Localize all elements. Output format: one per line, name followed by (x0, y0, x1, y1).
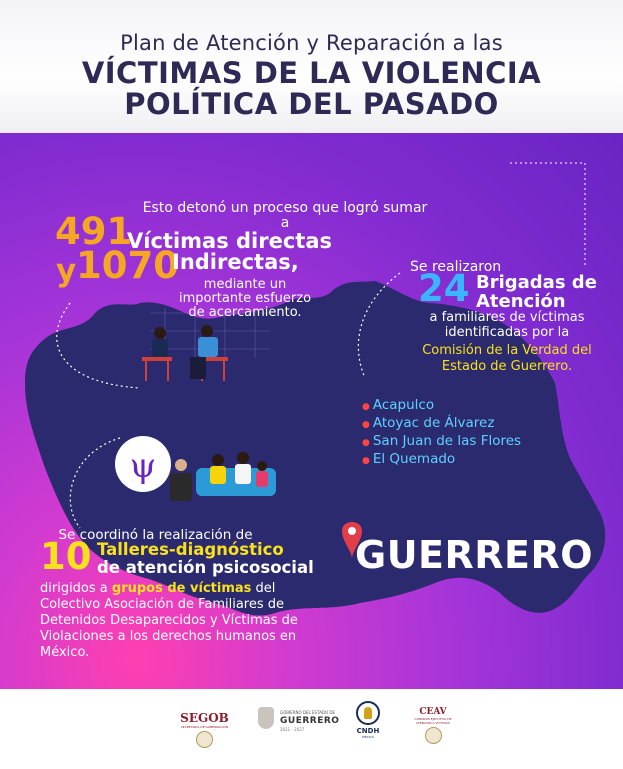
pin-icon: ● (362, 438, 370, 448)
place-item: ● Atoyac de Álvarez (362, 415, 495, 431)
place-item: ● El Quemado (362, 451, 456, 467)
block2-label: Brigadas de Atención (476, 272, 597, 312)
seal-icon (425, 727, 442, 744)
header-subtitle: Plan de Atención y Reparación a las (120, 31, 503, 55)
block3-highlight: grupos de víctimas (111, 581, 252, 596)
block1-indirect-label: Indirectas, (172, 250, 299, 274)
block3-intro: Se coordinó la realización de (58, 527, 253, 543)
block2-highlight: Comisión de la Verdad del Estado de Guerrero. (422, 343, 592, 374)
svg-text:ψ: ψ (129, 446, 157, 486)
pin-icon: ● (362, 402, 370, 412)
header-title-line2: POLÍTICA DEL PASADO (124, 87, 499, 121)
footer-logos: SEGOB SECRETARÍA DE GOBERNACIÓN GOBIERNO DEL ESTADO DE GUERRERO 2021 - 2027 CNDH MÉXICO CEAV COMISIÓN EJECUTIVA DE ATENCIÓN A VÍCTIMAS (0, 689, 623, 769)
header (0, 0, 623, 133)
block2-number: 24 (418, 267, 470, 310)
block1-direct-label: Víctimas directas (127, 229, 332, 253)
block3-body: dirigidos a grupos de víctimas del Colectivo Asociación de Familiares de Detenidos Desaparecidos y Víctimas de Violaciones a los derechos humanos en México. (40, 581, 298, 660)
pin-icon: ● (362, 456, 370, 466)
shield-icon (258, 707, 274, 729)
block2-intro: Se realizaron (410, 259, 502, 275)
block1-intro: Esto detonó un proceso que logró sumar a (142, 200, 428, 231)
block3-number: 10 (40, 535, 92, 578)
infographic-body (0, 133, 623, 689)
block1-conjunction: y (56, 253, 77, 289)
block1-indirect-number: 1070 (76, 244, 179, 287)
place-item: ● Acapulco (362, 397, 435, 413)
place-item: ● San Juan de las Flores (362, 433, 522, 449)
block1-outro: mediante un importante esfuerzo de acercamiento. (178, 277, 312, 320)
pin-icon: ● (362, 420, 370, 430)
state-label: GUERRERO (355, 533, 594, 577)
places-list (362, 397, 521, 469)
dotted-frame (510, 163, 585, 268)
cndh-logo: CNDH MÉXICO (350, 701, 386, 739)
block2-detail: a familiares de víctimas identificadas por la (429, 310, 585, 340)
cndh-emblem-icon (356, 701, 380, 725)
block1-direct-number: 491 (55, 210, 133, 253)
block3-label2: de atención psicosocial (97, 558, 314, 577)
block3-label1: Talleres-diagnóstico (97, 540, 284, 559)
seal-icon (196, 731, 213, 748)
header-title-line1: VÍCTIMAS DE LA VIOLENCIA (81, 56, 542, 90)
ceav-logo: CEAV COMISIÓN EJECUTIVA DE ATENCIÓN A VÍCTIMAS (410, 707, 456, 744)
segob-logo: SEGOB SECRETARÍA DE GOBERNACIÓN (172, 711, 237, 748)
